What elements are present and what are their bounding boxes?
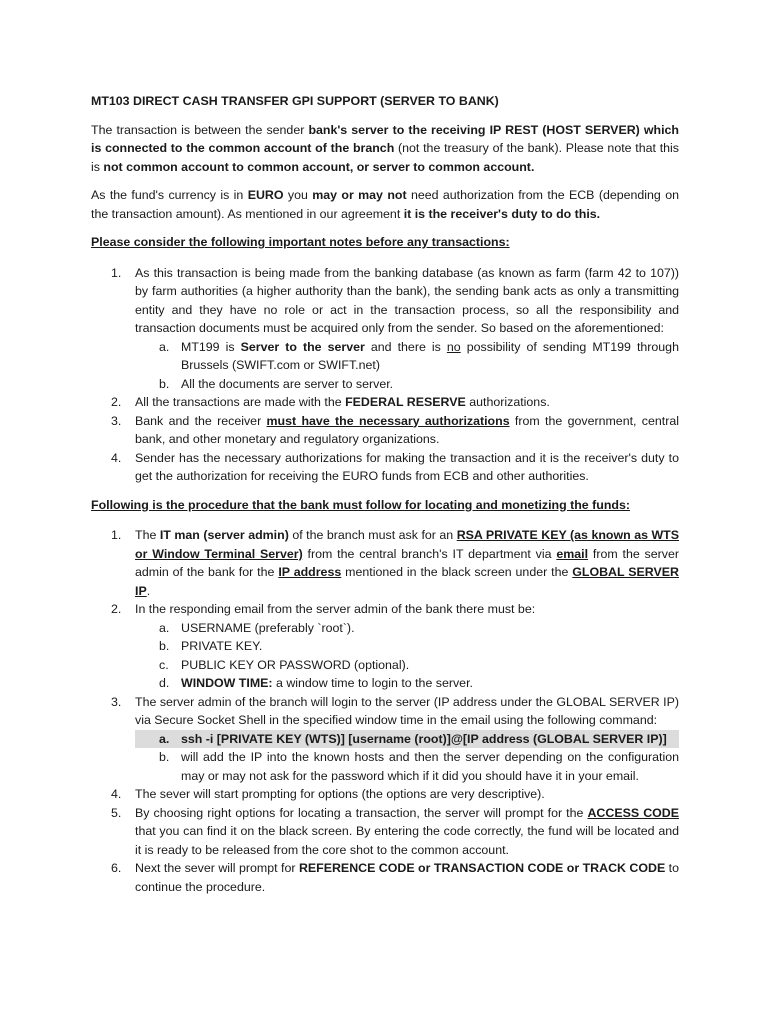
- underline-run: RSA PRIVATE KEY (as known as WTS or Window Terminal Server): [135, 528, 680, 561]
- text-run: from the central branch's IT department via: [302, 546, 557, 561]
- text-run: As the fund's currency is in: [91, 188, 248, 202]
- sub-list: [135, 619, 679, 693]
- list-item: [91, 526, 679, 600]
- text-run: By choosing right options for locating a transaction, the server will prompt for the: [135, 805, 588, 820]
- procedure-list: [91, 526, 679, 896]
- list-item: [91, 393, 679, 412]
- item-number: 3.: [111, 694, 122, 709]
- text-run: The: [135, 528, 160, 542]
- bold-underline-run: [556, 547, 588, 561]
- bold-underline-run: [278, 565, 341, 579]
- item-number: 4.: [111, 450, 122, 465]
- text-run: from the server admin of the bank for the: [135, 546, 679, 579]
- procedure-heading: Following is the procedure that the bank must follow for locating and monetizing the funds:: [91, 497, 630, 512]
- item-text: The server admin of the branch will login to the server (IP address under the GLOBAL SERVER IP) via Secure Socket Shell in the specified window time in the email using the following command:: [135, 694, 679, 727]
- list-item: [91, 859, 679, 896]
- text-run: Bank and the receiver: [135, 413, 267, 428]
- text-run: All the transactions are made with the: [135, 395, 346, 409]
- text-run: from the government, central bank, and other monetary and regulatory organizations.: [135, 413, 679, 446]
- sub-item-letter: d.: [159, 676, 170, 690]
- sub-list-item: [135, 637, 679, 656]
- sub-list-item: [135, 674, 679, 693]
- sub-item-letter: a.: [159, 620, 170, 635]
- text-run: The transaction is between the sender: [91, 122, 309, 137]
- bold-run: it is the receiver's duty to do this.: [403, 206, 601, 221]
- sub-list-item: [135, 338, 679, 375]
- item-number: 5.: [111, 805, 122, 820]
- underline-run: no: [446, 339, 461, 354]
- intro-paragraph-1: [91, 121, 679, 177]
- sub-list-item: [135, 748, 679, 785]
- list-item: [91, 264, 679, 394]
- text-run: of the branch must ask for an: [288, 528, 457, 542]
- bold-run: Server to the server: [240, 339, 365, 354]
- sub-item-letter: c.: [159, 657, 169, 672]
- bold-run: not common account to common account, or server to common account.: [103, 159, 535, 174]
- bold-run: REFERENCE CODE or TRANSACTION CODE or TRACK CODE: [298, 861, 666, 875]
- text-run: a window time to login to the server.: [272, 676, 473, 690]
- bold-run: WINDOW TIME:: [181, 676, 273, 690]
- sub-list: [135, 338, 679, 394]
- item-number: 1.: [111, 265, 122, 280]
- text-run: you: [283, 188, 313, 202]
- item-number: 6.: [111, 861, 122, 875]
- underline-run: ACCESS CODE: [587, 805, 679, 820]
- list-item: [91, 785, 679, 804]
- text-run: (not the treasury of the bank). Please note that this is: [91, 141, 679, 174]
- text-run: need authorization from the ECB (depending on the transaction amount). As mentioned in our agreement: [91, 188, 679, 221]
- sub-list-item: [135, 656, 679, 675]
- document-body: [91, 92, 679, 896]
- text-run: USERNAME (preferably `root`).: [181, 620, 355, 635]
- list-item: [91, 693, 679, 786]
- item-number: 2.: [111, 602, 122, 616]
- text-run: authorizations.: [465, 395, 550, 409]
- document-title: MT103 DIRECT CASH TRANSFER GPI SUPPORT (SERVER TO BANK): [91, 94, 499, 108]
- sub-list-item: [135, 619, 679, 638]
- notes-heading: Please consider the following important notes before any transactions:: [91, 235, 510, 249]
- underline-run: email: [556, 546, 589, 561]
- text-run: will add the IP into the known hosts and then the server depending on the configuration may or may not ask for the password which if it did you should have it in your email.: [181, 750, 679, 783]
- underline-run: must have the necessary authorizations: [266, 413, 510, 428]
- bold-run: IT man (server admin): [159, 528, 289, 542]
- text-run: possibility of sending MT199 through Brussels (SWIFT.com or SWIFT.net): [181, 339, 679, 372]
- text-run: PRIVATE KEY.: [181, 639, 263, 653]
- bold-run: EURO: [247, 188, 284, 202]
- ssh-command-text: ssh -i [PRIVATE KEY (WTS)] [username (root)]@[IP address (GLOBAL SERVER IP)]: [181, 731, 667, 746]
- bold-run: may or may not: [312, 188, 407, 202]
- sub-item-letter: a.: [159, 339, 170, 354]
- underline-run: GLOBAL SERVER IP: [135, 565, 679, 598]
- item-number: 3.: [111, 413, 122, 428]
- item-text: Sender has the necessary authorizations for making the transaction and it is the receiver's duty to get the authorization for receiving the EURO funds from ECB and other authorities.: [135, 450, 679, 483]
- notes-list: [91, 264, 679, 486]
- sub-item-letter: a.: [159, 731, 170, 746]
- list-item: [91, 600, 679, 693]
- text-run: mentioned in the black screen under the: [341, 565, 573, 579]
- text-run: .: [146, 583, 151, 598]
- item-text: The sever will start prompting for options (the options are very descriptive).: [135, 787, 545, 801]
- text-run: that you can find it on the black screen. By entering the code correctly, the fund will be located and it is ready to be released from the core shot to the common account.: [135, 824, 679, 857]
- bold-run: FEDERAL RESERVE: [345, 395, 466, 409]
- sub-item-letter: b.: [159, 639, 170, 653]
- list-item: [91, 412, 679, 449]
- text-run: Next the sever will prompt for: [135, 861, 299, 875]
- text-run: All the documents are server to server.: [181, 376, 394, 391]
- sub-item-letter: b.: [159, 376, 170, 391]
- bold-underline-run: [267, 414, 510, 428]
- item-number: 2.: [111, 395, 122, 409]
- sub-list-item: [135, 375, 679, 394]
- text-run: and there is: [364, 339, 447, 354]
- intro-paragraph-2: [91, 186, 679, 223]
- item-text: As this transaction is being made from the banking database (as known as farm (farm 42 to 107)) by farm authorities (a higher authority than the bank), the sending bank acts as only a transmitting entity and they have no role or act in the transaction process, so all the responsibility and transaction documents must be acquired only from the sender. So based on the aforementioned:: [135, 265, 679, 335]
- underline-run: IP address: [278, 565, 342, 579]
- bold-run: bank's server to the receiving IP REST (HOST SERVER) which is connected to the common account of the branch: [91, 122, 679, 155]
- item-number: 1.: [111, 528, 122, 542]
- sub-list: [135, 730, 679, 786]
- bold-underline-run: [587, 806, 679, 820]
- text-run: PUBLIC KEY OR PASSWORD (optional).: [181, 657, 410, 672]
- text-run: to continue the procedure.: [135, 861, 680, 894]
- text-run: MT199 is: [181, 339, 241, 354]
- item-text: In the responding email from the server admin of the bank there must be:: [135, 602, 536, 616]
- sub-item-letter: b.: [159, 750, 170, 764]
- list-item: [91, 804, 679, 860]
- list-item: [91, 449, 679, 486]
- ssh-command-item: [135, 730, 679, 749]
- item-number: 4.: [111, 787, 122, 801]
